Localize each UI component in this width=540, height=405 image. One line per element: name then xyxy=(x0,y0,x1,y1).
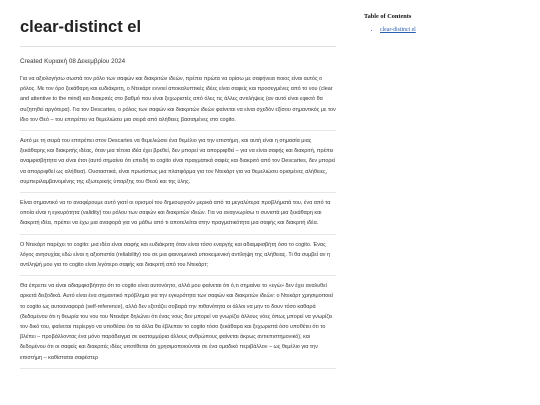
main-content xyxy=(20,14,336,374)
toc-link-clear-distinct-el[interactable]: clear-distinct el xyxy=(380,27,416,33)
paragraph-5: Θα έπρεπε να είναι αδιαμφισβήτητο ότι το cogito είναι αυτονόητο, αλλά μου φαίνεται ότι ό,τι σημαίνει το «εγώ» δεν έχει αναλυθεί αρκετά διεξοδικά. Αυτό είναι ένα σημαντικό πρόβλημα για την εγκυρότητα των σαφών και διακριτών ιδεών: ο Ντεκάρτ χρησιμοποιεί το cogito ως αυτοαναφορά (self-reference), αλλά δεν εξετάζει σοβαρά την πιθανότητα οι άλλοι να μην το δουν τόσο καθαρά (δεδομένου ότι η θεωρία του νου του Ντεκάρτ δηλώνει ότι ένας νους δεν μπορεί να γνωρίζει άλλους νόες όπως μπορεί να γνωρίζει τον δικό του, φαίνεται περίεργο να υποθέσει ότι τα άλλα θα έβλεπαν το cogito τόσο ξεκάθαρα και ξεχωριστά όσο υποθέτει ότι το βλέπει – προβάλλοντας ένα μόνο παράδειγμα σε εκατομμύρια άλλους ανθρώπους φαίνεται άκρως αντιεπιστημονικό), και δεδομένου ότι οι σαφείς και διακριτές ιδέες υποτίθεται ότι χρησιμοποιούνται σε ένα ομαδικό περιβάλλον – ως θεμέλιο για την επιστήμη – καθίσταται σαφέστερ xyxy=(20,281,336,369)
page-title: clear-distinct el xyxy=(20,14,336,47)
toc-heading: Table of Contents xyxy=(364,13,412,20)
table-of-contents xyxy=(364,10,524,33)
toc-list xyxy=(364,27,524,33)
paragraph-3: Είναι σημαντικό να το αναφέρουμε αυτό γιατί οι ορισμοί του δημιουργούν μερικά από τα μεγαλύτερα προβλήματά του, ένα από τα οποία είναι η εγκυρότητα (validity) του ρόλου των σαφών και διακριτών ιδεών. Για να αναγνωρίσω τι συνιστά μια ξεκάθαρη και διακριτή ιδέα, πρέπει να έχω μια αναφορά για να μάθω από τι αποτελείται στην πραγματικότητα μια σαφής και διακριτή ιδέα. xyxy=(20,198,336,235)
created-date: Created Κυριακή 08 Δεκεμβρίου 2024 xyxy=(20,58,126,65)
paragraph-4: Ο Ντεκάρτ παρέχει το cogito: μια ιδέα είναι σαφής και ευδιάκριτη όταν είναι τόσο εναργής και αδιαμφισβήτη όσο το cogito. Ένας λόγος ανησυχίας εδώ είναι η αξιοπιστία (reliability) του σε μια φαινομενικά υποκειμενική αντίληψη της αλήθειας. Τι θα συμβεί αν η αντίληψή μου για το cogito είναι λιγότερο σαφής και διακριτή από του Ντεκάρτ; xyxy=(20,240,336,277)
toc-item xyxy=(380,27,524,33)
paragraph-2: Αυτό με τη σειρά του επιτρέπει στον Descartes να θεμελιώσει ένα θεμέλιο για την επιστήμη, και αυτή είναι η σημασία μιας ξεκάθαρης και διακριτής ιδέας, όταν μια τέτοια ιδέα έχει βρεθεί, δεν μπορεί να απορριφθεί – για να είναι σαφής και διακριτή, πρέπει αναμφισβήτητα να είναι έτσι (αυτό σημαίνει ότι επειδή το cogito είναι πραγματικά σαφές και διακριτό από τον Descartes, δεν μπορεί να απορριφθεί ως αλήθεια). Ουσιαστικά, είναι πρωτίστως μια πλατφόρμα για τον Ντεκάρτ για να θεμελιώσει ορισμένες αλήθειες, συμπεριλαμβανομένης της εξωτερικής ύπαρξης του Θεού και της ύλης. xyxy=(20,136,336,193)
paragraph-1: Για να αξιολογήσω σωστά τον ρόλο των σαφών και διακριτών ιδεών, πρέπει πρώτα να ορίσω με σαφήνεια ποιος είναι αυτός ο ρόλος. Με τον όρο ξεκάθαρη και ευδιάκριτη, ο Ντεκάρτ εννοεί αποκαλυπτικές ιδέες είναι σαφείς και προσεγμένες από το νου (clear and attentive to the mind) και διακριτές στο βαθμό που είναι ξεχωριστές από όλες τις άλλες αντιλήψεις (αν αυτό είναι εφικτό θα συζητηθεί αργότερα). Για τον Descartes, ο ρόλος των σαφών και διακριτών ιδεών φαίνεται να είναι σχεδόν εξίσου σημαντικός με τον ίδιο τον Θεό – του επιτρέπει να θεμελιώσει μια σειρά από αλήθειες βασισμένες στο cogito. xyxy=(20,74,336,131)
